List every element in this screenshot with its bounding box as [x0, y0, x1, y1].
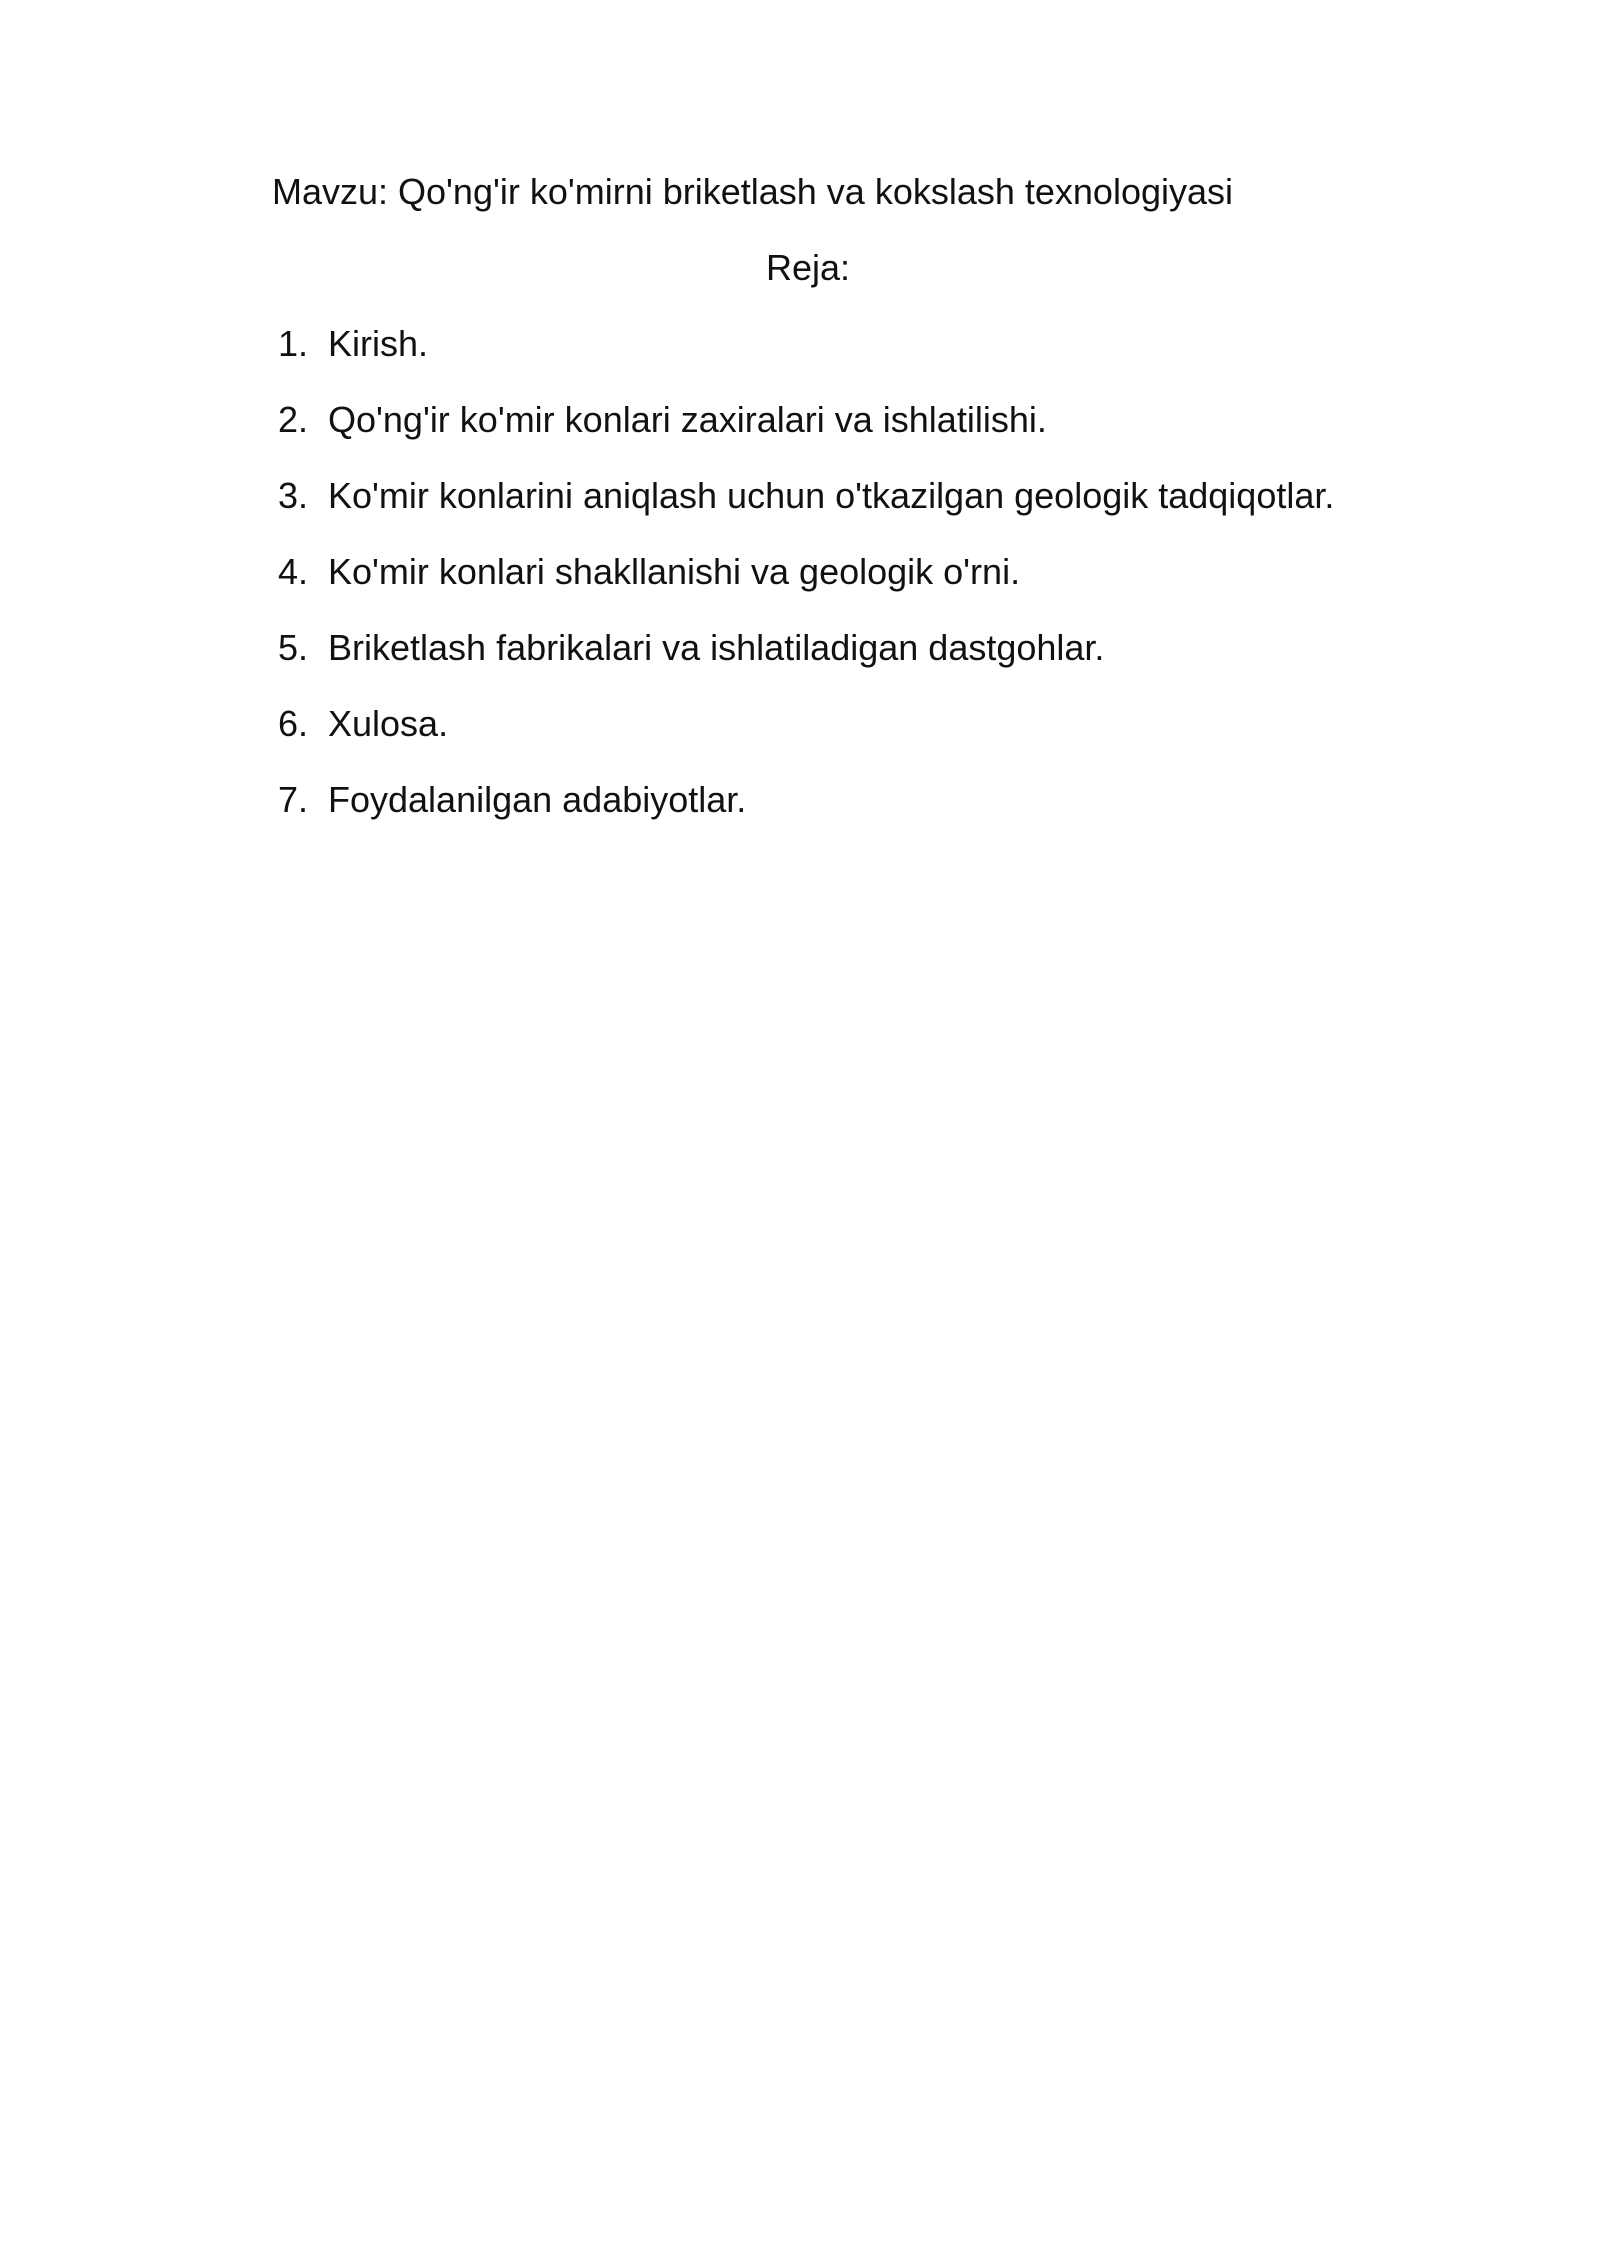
plan-item-number: 2. [278, 399, 309, 440]
plan-item-text: Briketlash fabrikalari va ishlatiladigan dastgohlar. [328, 627, 1105, 668]
plan-item-text: Ko'mir konlarini aniqlash uchun o'tkazilgan geologik tadqiqotlar. [328, 475, 1335, 516]
plan-item-number: 5. [278, 627, 309, 668]
plan-item-text: Xulosa. [328, 703, 449, 744]
plan-item-text: Ko'mir konlari shakllanishi va geologik o'rni. [328, 551, 1021, 592]
plan-item-number: 7. [278, 779, 309, 820]
plan-item-number: 4. [278, 551, 309, 592]
plan-item-number: 3. [278, 475, 309, 516]
plan-item-text: Kirish. [328, 323, 429, 364]
plan-item-text: Foydalanilgan adabiyotlar. [328, 779, 747, 820]
plan-item-number: 1. [278, 323, 309, 364]
document-topic: Mavzu: Qo'ng'ir ko'mirni briketlash va kokslash texnologiyasi [272, 171, 1234, 212]
plan-item-text: Qo'ng'ir ko'mir konlari zaxiralari va ishlatilishi. [328, 399, 1047, 440]
plan-item-number: 6. [278, 703, 309, 744]
plan-heading: Reja: [765, 247, 851, 288]
